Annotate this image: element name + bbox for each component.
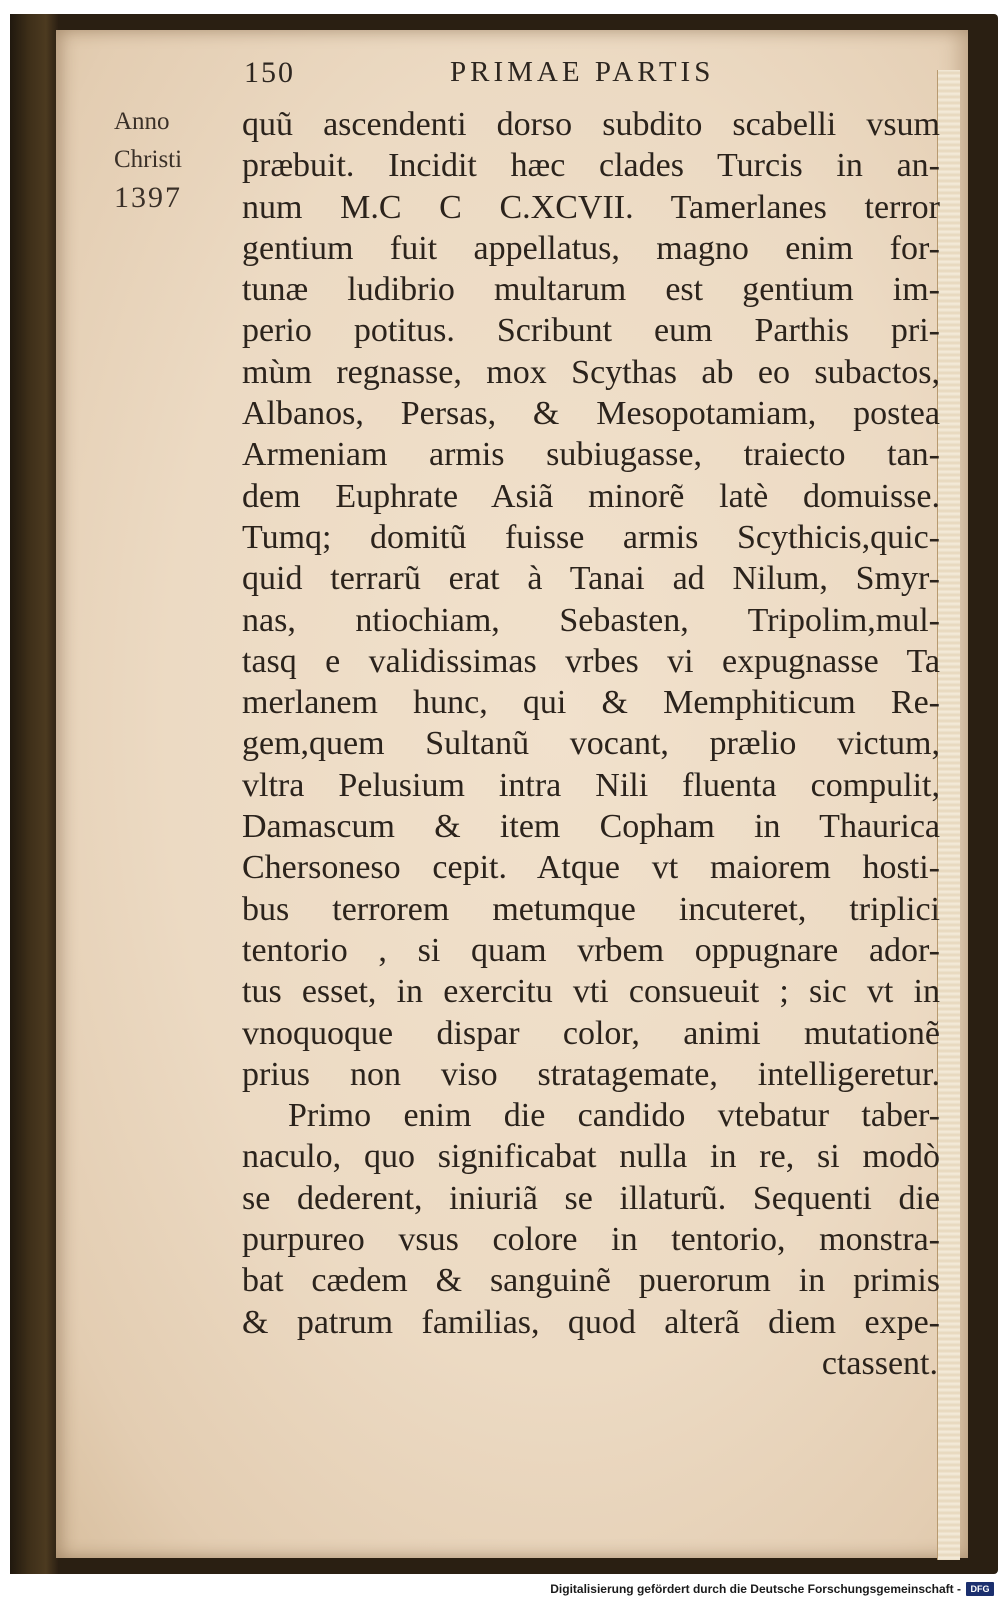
- text-line: prius non viso stratagemate, intelligeretur.: [242, 1055, 940, 1093]
- text-line: vnoquoque dispar color, animi mutationẽ: [242, 1014, 940, 1052]
- text-line: Chersoneso cepit. Atque vt maiorem hosti-: [242, 849, 940, 887]
- text-line: tunæ ludibrio multarum est gentium im-: [242, 271, 940, 309]
- text-line: dem Euphrate Asiã minorẽ latè domuisse.: [242, 477, 940, 515]
- margin-note-year: 1397: [114, 181, 182, 214]
- text-line: tasq e validissimas vrbes vi expugnasse Ta: [242, 642, 940, 680]
- text-line: num M.C C C.XCVII. Tamerlanes terror: [242, 188, 940, 226]
- text-line: & patrum familias, quod alterã diem expe-: [242, 1303, 940, 1341]
- text-line: vltra Pelusium intra Nili fluenta compulit,: [242, 766, 940, 804]
- running-head: [244, 56, 824, 100]
- text-line: Damascum & item Copham in Thaurica: [242, 808, 940, 846]
- text-line: naculo, quo significabat nulla in re, si modò: [242, 1138, 940, 1176]
- margin-note: [114, 103, 224, 217]
- margin-note-line: Anno: [114, 108, 170, 135]
- text-line: se dederent, iniuriã se illaturũ. Sequenti die: [242, 1179, 940, 1217]
- text-line: quũ ascendenti dorso subdito scabelli vsum: [242, 106, 940, 143]
- text-line: tus esset, in exercitu vti consueuit ; sic vt in: [242, 973, 940, 1011]
- text-line: merlanem hunc, qui & Memphiticum Re-: [242, 684, 940, 722]
- book-cover-edge: [10, 14, 58, 1574]
- text-line: purpureo vsus colore in tentorio, monstra-: [242, 1221, 940, 1259]
- margin-note-line: Christi: [114, 146, 183, 173]
- running-title: PRIMAE PARTIS: [450, 56, 715, 88]
- dfg-logo-icon: DFG: [966, 1582, 994, 1596]
- text-line: Primo enim die candido vtebatur taber-: [288, 1097, 940, 1135]
- footer-credit: Digitalisierung gefördert durch die Deutsche Forschungsgemeinschaft -: [550, 1582, 961, 1596]
- text-line: gentium fuit appellatus, magno enim for-: [242, 229, 940, 267]
- text-line: mùm regnasse, mox Scythas ab eo subactos,: [242, 353, 940, 391]
- text-line: gem,quem Sultanũ vocant, prælio victum,: [242, 725, 940, 763]
- text-line: bat cædem & sanguinẽ puerorum in primis: [242, 1262, 940, 1300]
- text-line: tentorio , si quam vrbem oppugnare ador-: [242, 931, 940, 969]
- text-line: nas, ntiochiam, Sebasten, Tripolim,mul-: [242, 601, 940, 639]
- body-text: [242, 104, 940, 1384]
- text-line: quid terrarũ erat à Tanai ad Nilum, Smyr-: [242, 560, 940, 598]
- page-edge: [937, 70, 960, 1560]
- text-line: Albanos, Persas, & Mesopotamiam, postea: [242, 395, 940, 433]
- text-line-final: ctassent.: [821, 1344, 938, 1382]
- page-number: 150: [244, 56, 295, 89]
- text-line: bus terrorem metumque incuteret, triplici: [242, 890, 940, 928]
- text-line: perio potitus. Scribunt eum Parthis pri-: [242, 312, 940, 350]
- text-line: præbuit. Incidit hæc clades Turcis in an-: [242, 147, 940, 185]
- text-line: Armeniam armis subiugasse, traiecto tan-: [242, 436, 940, 474]
- text-line: Tumq; domitũ fuisse armis Scythicis,quic-: [242, 518, 940, 556]
- digitization-footer: [550, 1580, 994, 1598]
